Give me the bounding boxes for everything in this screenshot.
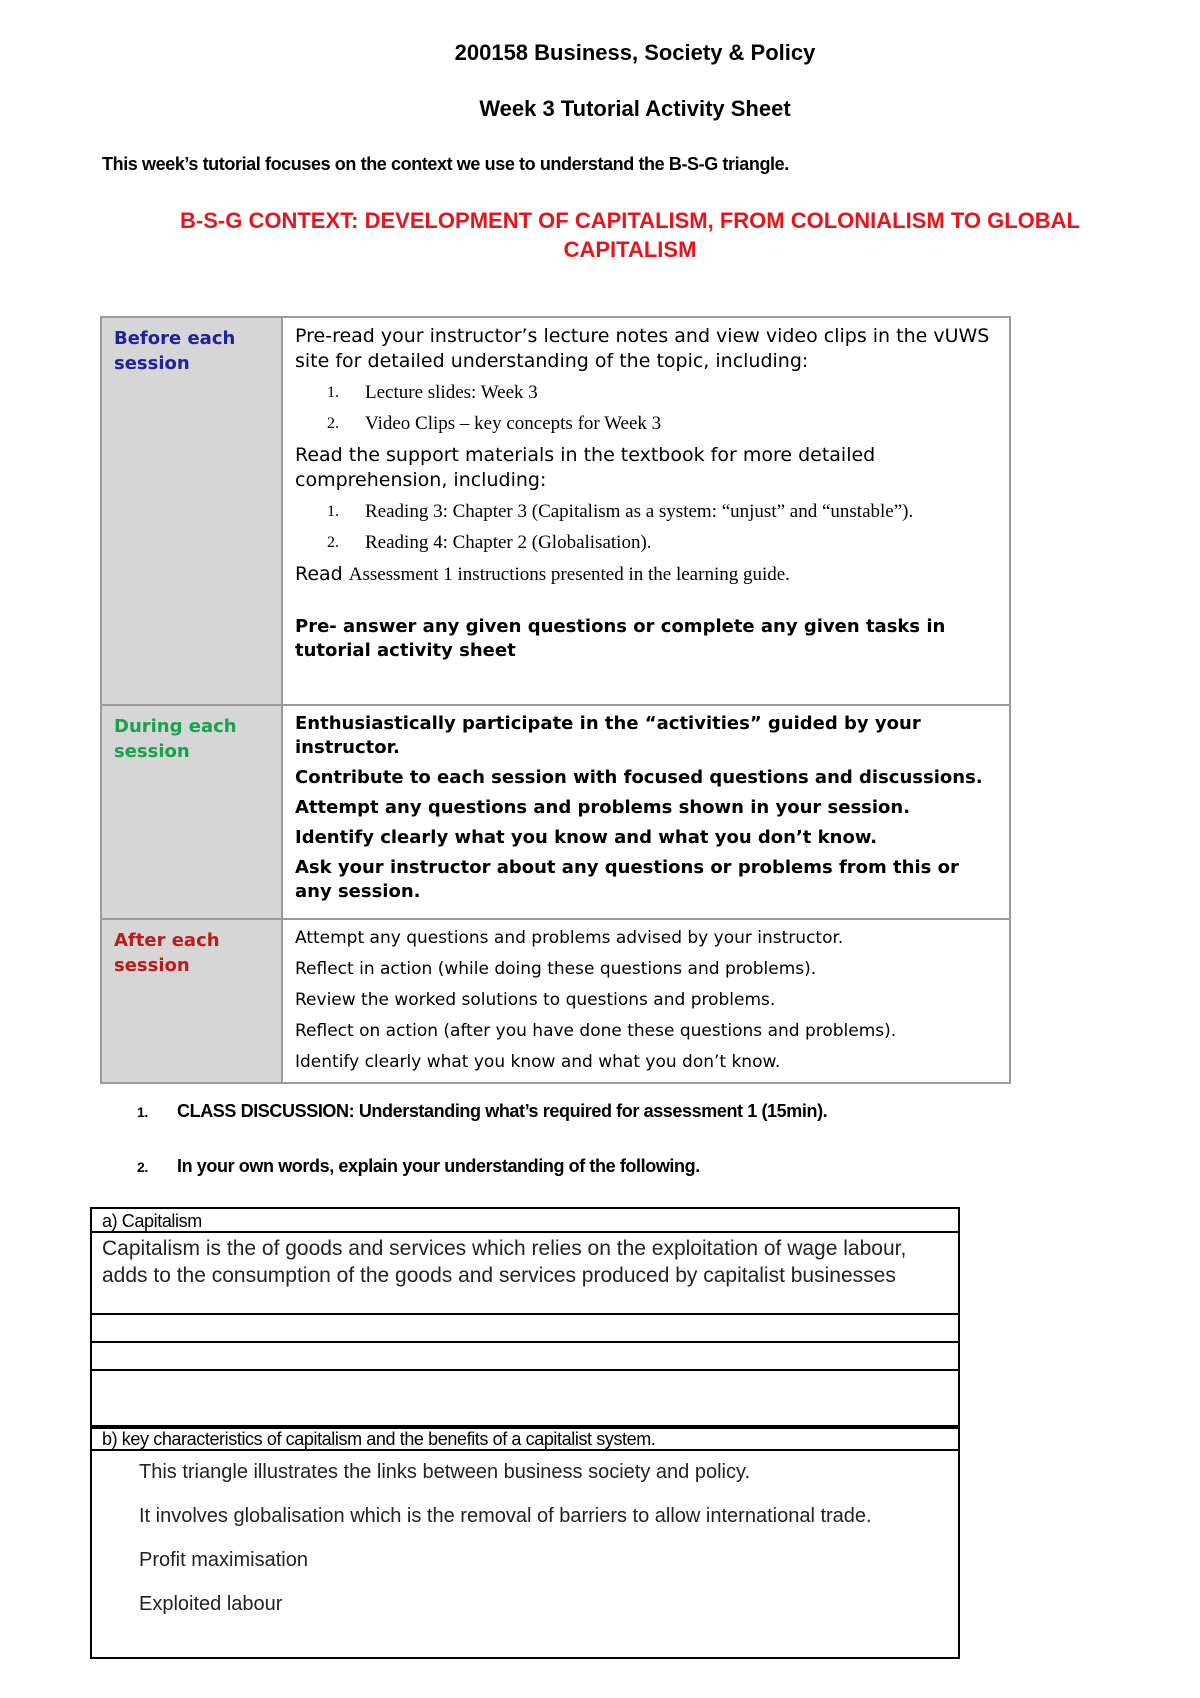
part-b-box: [90, 1425, 960, 1659]
part-b-answer: This triangle illustrates the links between business society and policy.: [139, 1461, 751, 1483]
context-heading: B-S-G CONTEXT: DEVELOPMENT OF CAPITALISM, FROM COLONIALISM TO GLOBAL CAPITALISM: [180, 208, 1080, 262]
session-guide-table: [100, 316, 1011, 1084]
part-a-answer[interactable]: Capitalism is the of goods and services which relies on the exploitation of wage labour, adds to the consumption of the goods and services produced by capitalist businesses: [102, 1237, 907, 1287]
before-para-3: Read Assessment 1 instructions presented in the learning guide.: [295, 563, 790, 585]
during-label: During each session: [101, 705, 282, 919]
list-item: 1. Reading 3: Chapter 3 (Capitalism as a system: “unjust” and “unstable”).: [327, 501, 914, 522]
before-list-2: [295, 496, 999, 558]
intro-text: This week’s tutorial focuses on the context we use to understand the B-S-G triangle.: [102, 154, 789, 174]
sheet-title: Week 3 Tutorial Activity Sheet: [479, 96, 791, 121]
answer-line[interactable]: [92, 1369, 958, 1397]
list-item: 2. Video Clips – key concepts for Week 3: [327, 413, 662, 434]
part-b-answer: Profit maximisation: [139, 1549, 308, 1571]
after-item: Review the worked solutions to questions and problems.: [295, 990, 776, 1010]
before-content: [282, 317, 1010, 705]
before-para-1: Pre-read your instructor’s lecture notes and view video clips in the vUWS site for detailed understanding of the topic, including:: [295, 325, 990, 372]
after-row: [101, 919, 1010, 1083]
after-item: Reflect in action (while doing these questions and problems).: [295, 959, 817, 979]
part-b-answers[interactable]: [92, 1451, 958, 1617]
before-para-4: Pre- answer any given questions or complete any given tasks in tutorial activity sheet: [295, 616, 946, 661]
course-title: 200158 Business, Society & Policy: [454, 40, 816, 65]
during-content: [282, 705, 1010, 919]
before-list-1: [295, 377, 999, 439]
list-item: 2. Reading 4: Chapter 2 (Globalisation).: [327, 532, 652, 553]
part-b-answer: Exploited labour: [139, 1593, 283, 1615]
during-item: Attempt any questions and problems shown in your session.: [295, 797, 911, 818]
during-item: Ask your instructor about any questions or problems from this or any session.: [295, 857, 959, 902]
before-row: [101, 317, 1010, 705]
during-item: Enthusiastically participate in the “activities” guided by your instructor.: [295, 713, 921, 758]
question-1: 1. CLASS DISCUSSION: Understanding what’s required for assessment 1 (15min).: [137, 1101, 828, 1121]
part-b-answer: It involves globalisation which is the removal of barriers to allow international trade.: [139, 1505, 872, 1527]
answer-line[interactable]: [92, 1313, 958, 1341]
before-label: Before each session: [101, 317, 282, 705]
during-item: Contribute to each session with focused questions and discussions.: [295, 767, 983, 788]
part-a-heading: a) Capitalism: [92, 1209, 958, 1233]
answer-line[interactable]: [92, 1341, 958, 1369]
list-item: 1. Lecture slides: Week 3: [327, 382, 538, 403]
before-para-2: Read the support materials in the textbook for more detailed comprehension, including:: [295, 444, 876, 491]
part-b-heading: b) key characteristics of capitalism and the benefits of a capitalist system.: [92, 1427, 958, 1451]
during-row: [101, 705, 1010, 919]
after-item: Reflect on action (after you have done these questions and problems).: [295, 1021, 897, 1041]
part-a-box: [90, 1207, 960, 1429]
after-label: After each session: [101, 919, 282, 1083]
after-item: Identify clearly what you know and what you don’t know.: [295, 1052, 781, 1072]
question-2: 2. In your own words, explain your understanding of the following.: [137, 1156, 700, 1176]
after-content: [282, 919, 1010, 1083]
after-item: Attempt any questions and problems advised by your instructor.: [295, 928, 844, 948]
during-item: Identify clearly what you know and what you don’t know.: [295, 827, 878, 848]
